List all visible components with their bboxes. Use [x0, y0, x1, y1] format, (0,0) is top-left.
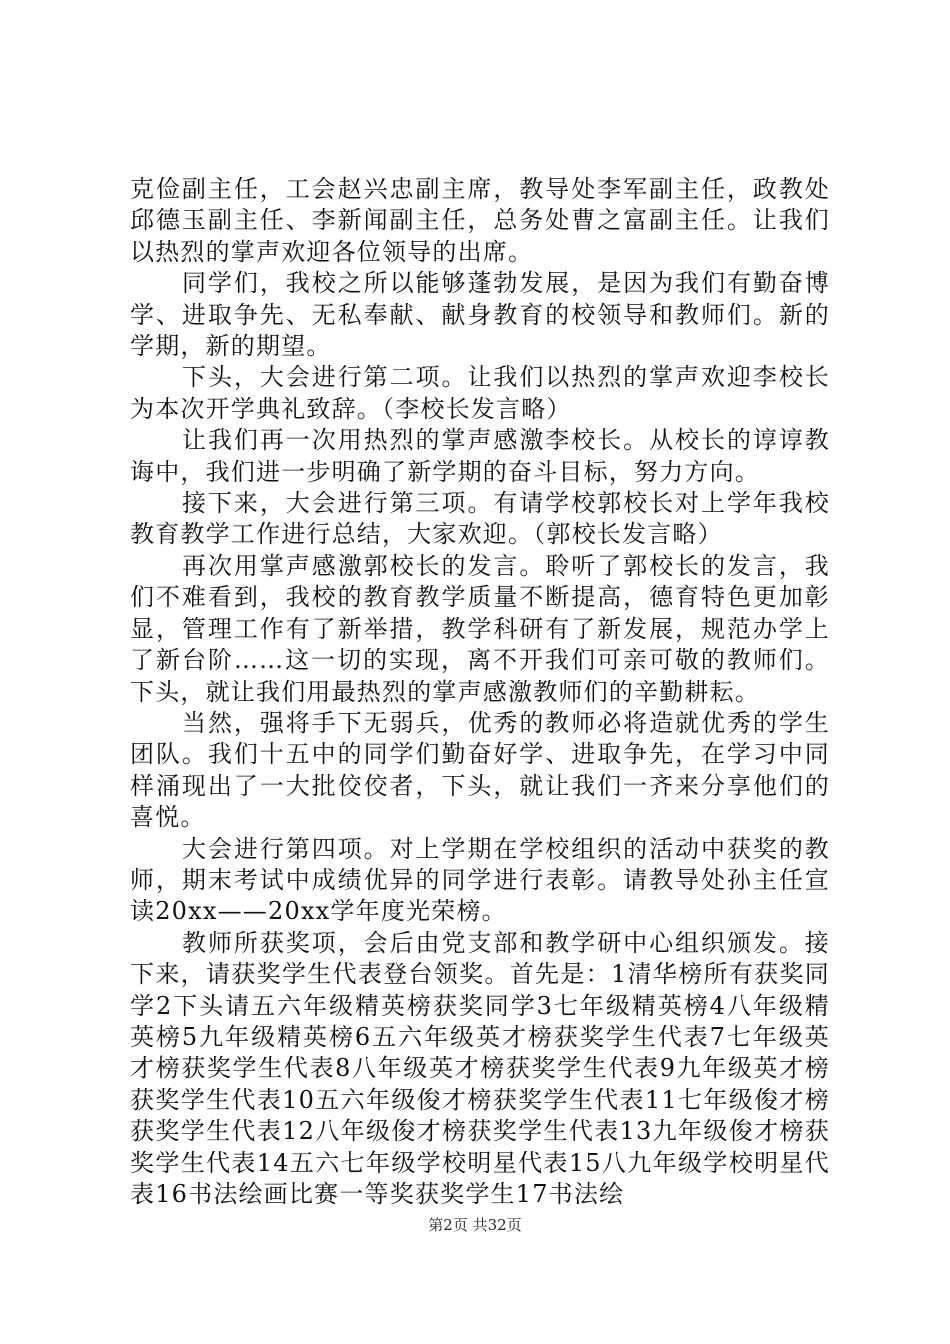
- page-number-label: 第2页 共32页: [428, 1216, 522, 1234]
- paragraph-9: 教师所获奖项，会后由党支部和教学研中心组织颁发。接下来，请获奖学生代表登台领奖。首先是：1清华榜所有获奖同学2下头请五六年级精英榜获奖同学3七年级精英榜4八年级精英榜5九年级精英榜6五六年级英才榜获奖学生代表7七年级英才榜获奖学生代表8八年级英才榜获奖学生代表9九年级英才榜获奖学生代表10五六年级俊才榜获奖学生代表11七年级俊才榜获奖学生代表12八年级俊才榜获奖学生代表13九年级俊才榜获奖学生代表14五六七年级学校明星代表15八九年级学校明星代表16书法绘画比赛一等奖获奖学生17书法绘: [130, 928, 830, 1208]
- body-text: [130, 174, 830, 1210]
- paragraph-1: 克俭副主任，工会赵兴忠副主席，教导处李军副主任，政教处邱德玉副主任、李新闻副主任，总务处曹之富副主任。让我们以热烈的掌声欢迎各位领导的出席。: [130, 175, 830, 266]
- paragraph-2: 同学们，我校之所以能够蓬勃发展，是因为我们有勤奋博学、进取争先、无私奉献、献身教育的校领导和教师们。新的学期，新的期望。: [130, 269, 830, 361]
- paragraph-6: 再次用掌声感激郭校长的发言。聆听了郭校长的发言，我们不难看到，我校的教育教学质量不断提高，德育特色更加彰显，管理工作有了新举措，教学科研有了新发展，规范办学上了新台阶……这一切的实现，离不开我们可亲可敬的教师们。下头，就让我们用最热烈的掌声感激教师们的辛勤耕耘。: [130, 551, 830, 706]
- paragraph-7: 当然，强将手下无弱兵，优秀的教师必将造就优秀的学生团队。我们十五中的同学们勤奋好学、进取争先，在学习中同样涌现出了一大批佼佼者，下头，就让我们一齐来分享他们的喜悦。: [130, 708, 830, 832]
- page-footer: [0, 1215, 950, 1235]
- paragraph-8: 大会进行第四项。对上学期在学校组织的活动中获奖的教师，期末考试中成绩优异的同学进行表彰。请教导处孙主任宣读20xx——20xx学年度光荣榜。: [130, 834, 830, 926]
- paragraph-3: 下头，大会进行第二项。让我们以热烈的掌声欢迎李校长为本次开学典礼致辞。（李校长发言略）: [130, 363, 830, 423]
- paragraph-4: 让我们再一次用热烈的掌声感激李校长。从校长的谆谆教诲中，我们进一步明确了新学期的奋斗目标，努力方向。: [130, 426, 830, 486]
- paragraph-5: 接下来，大会进行第三项。有请学校郭校长对上学年我校教育教学工作进行总结，大家欢迎。（郭校长发言略）: [130, 489, 830, 549]
